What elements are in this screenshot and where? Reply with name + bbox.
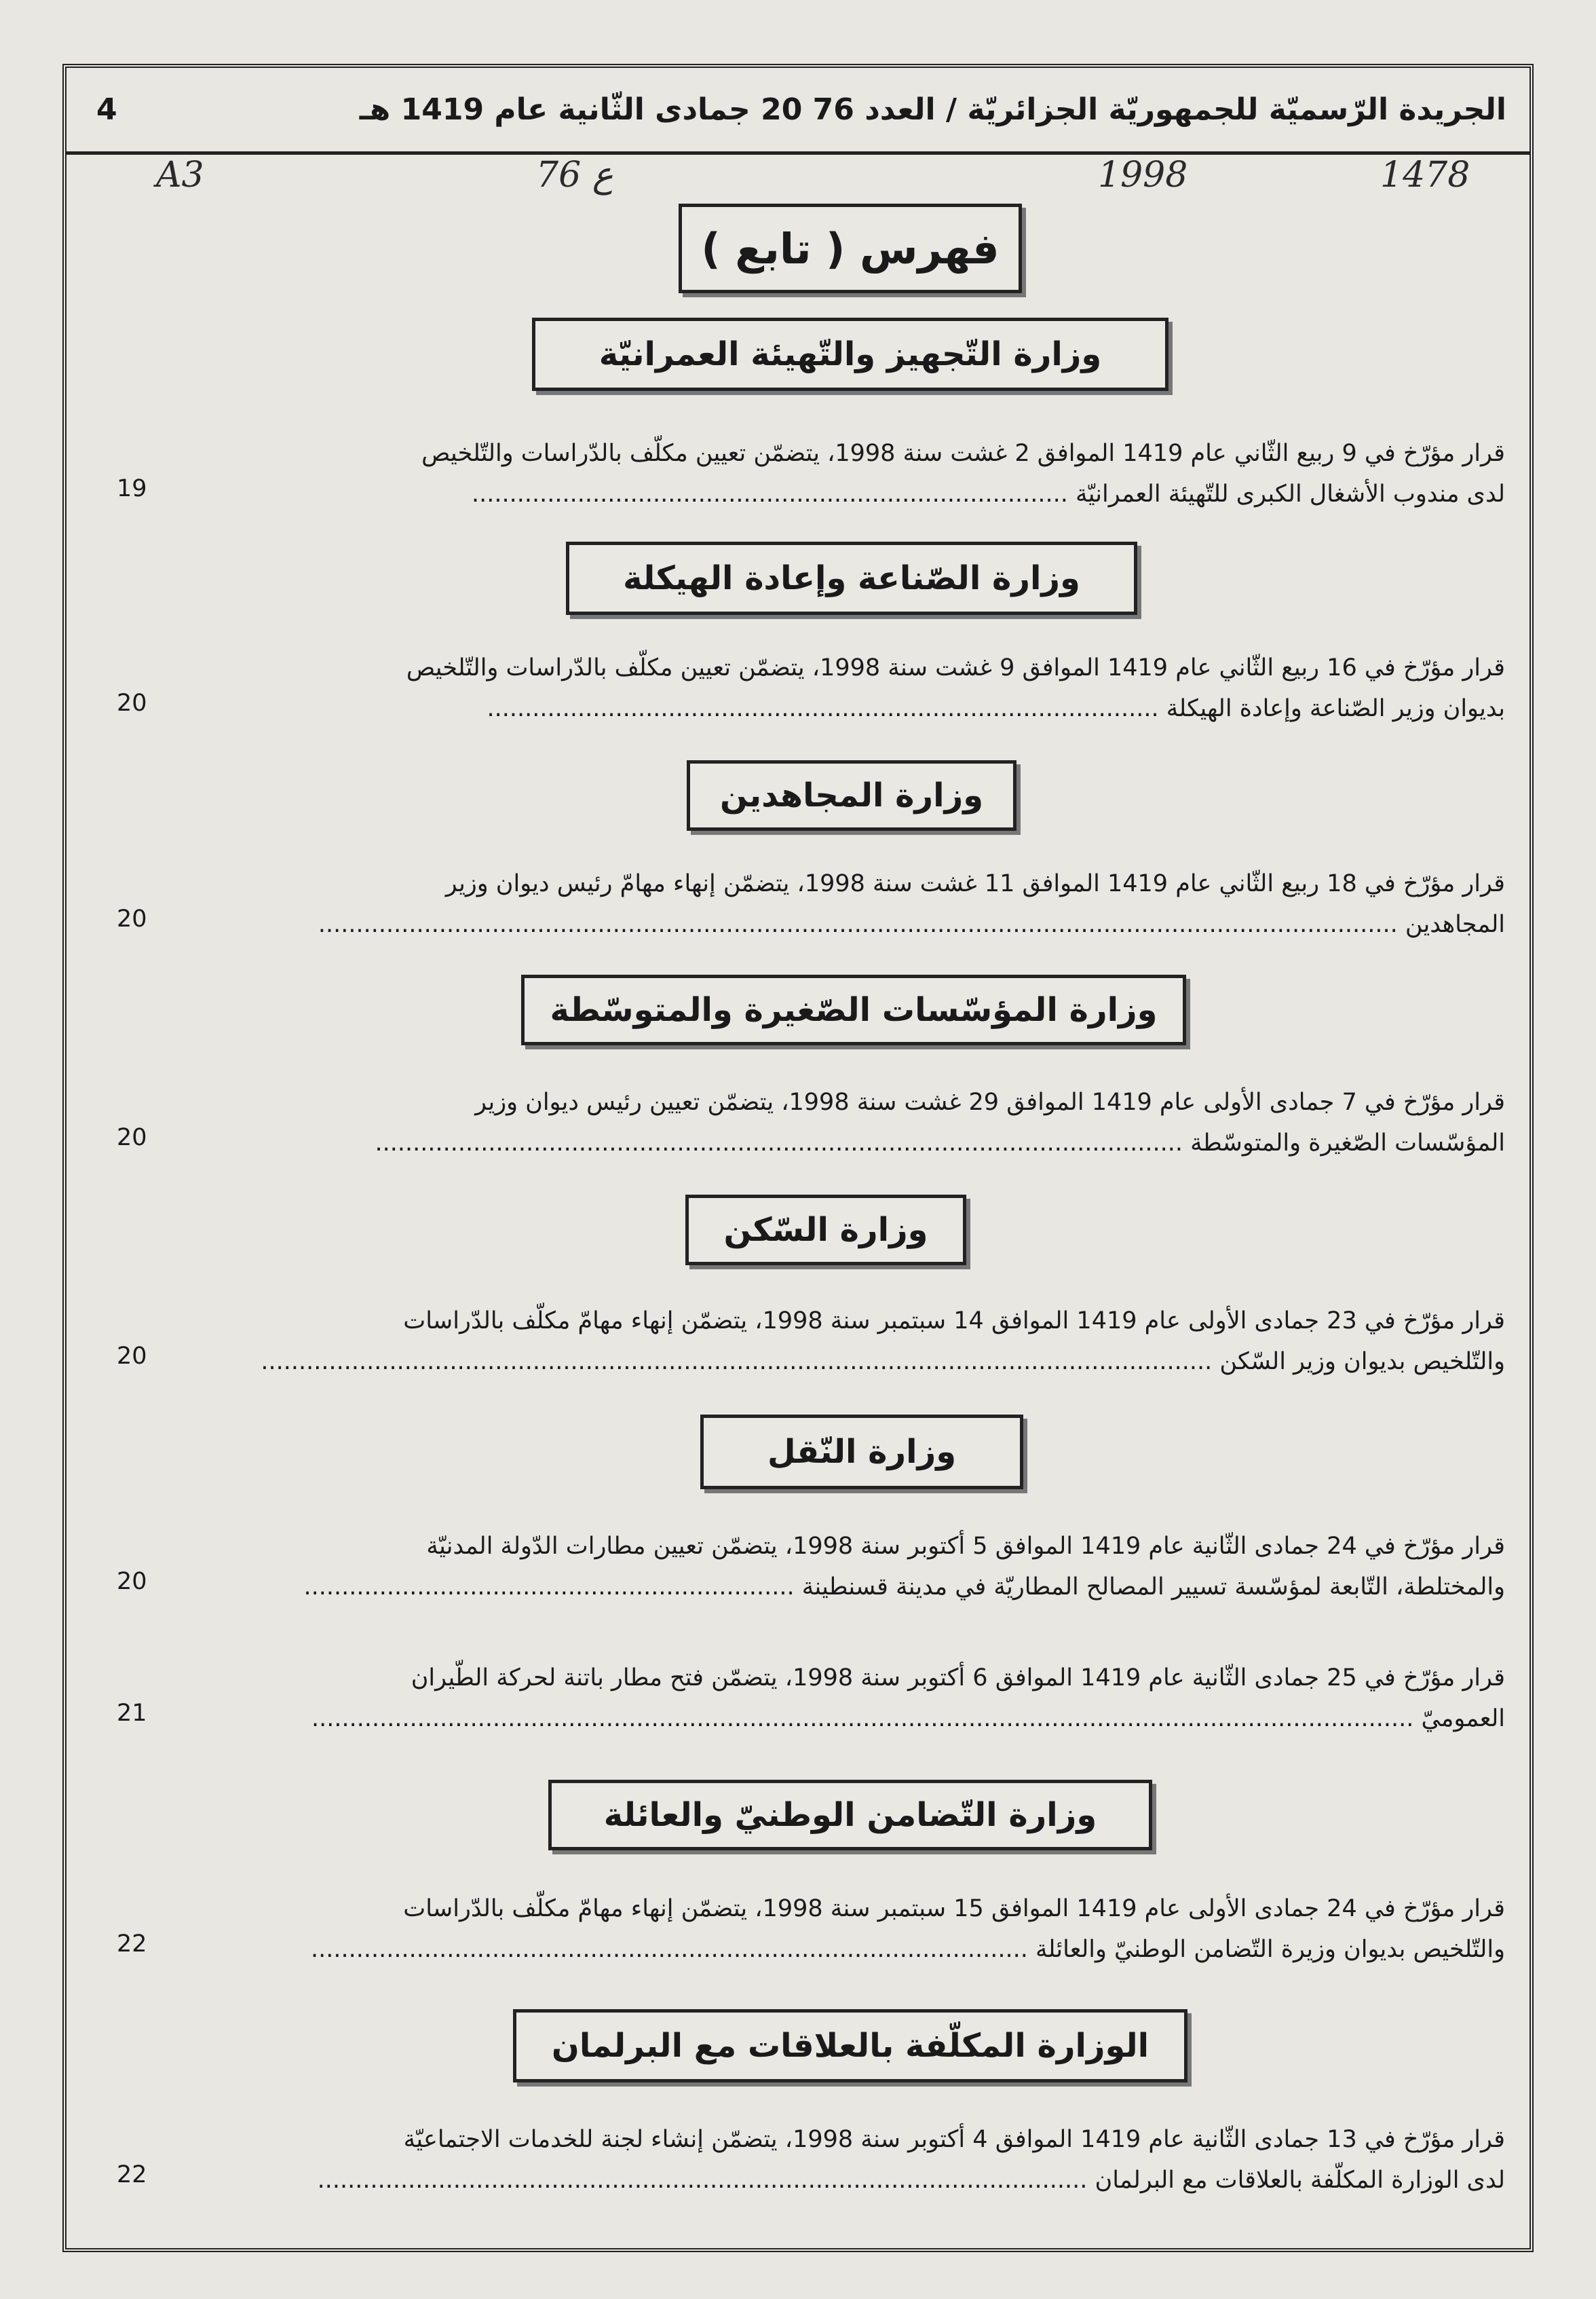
leader-dots: ............................................................................... — [471, 481, 1076, 508]
handwritten-note-a3: A3 — [156, 155, 204, 195]
entry-line-1: قرار مؤرّخ في 9 ربيع الثّاني عام 1419 الموافق 2 غشت سنة 1998، يتضمّن تعيين مكلّف بالدّراسات والتّلخيص — [421, 440, 1505, 467]
entry-line-2 — [187, 1341, 1505, 1382]
entry-line-2 — [187, 904, 1505, 945]
index-title: فهرس ( تابع ) — [679, 204, 1022, 293]
entry-line-2 — [187, 1567, 1505, 1607]
section-title-industry: وزارة الصّناعة وإعادة الهيكلة — [566, 542, 1137, 615]
index-entry — [187, 2119, 1505, 2201]
entry-line-1: قرار مؤرّخ في 7 جمادى الأولى عام 1419 الموافق 29 غشت سنة 1998، يتضمّن تعيين رئيس ديوان وزير — [475, 1089, 1505, 1116]
section-title-mujahideen: وزارة المجاهدين — [687, 760, 1016, 831]
entry-line-1: قرار مؤرّخ في 16 ربيع الثّاني عام 1419 الموافق 9 غشت سنة 1998، يتضمّن تعيين مكلّف بالدّراسات والتّلخيص — [406, 654, 1505, 681]
section-title-housing: وزارة السّكن — [685, 1195, 966, 1265]
index-entry — [187, 1301, 1505, 1382]
entry-line-2 — [187, 1123, 1505, 1163]
entry-line-2 — [187, 1929, 1505, 1970]
entry-line-1: قرار مؤرّخ في 18 ربيع الثّاني عام 1419 الموافق 11 غشت سنة 1998، يتضمّن إنهاء مهامّ رئيس ديوان وزير — [445, 870, 1505, 897]
entry-line-2-text: لدى الوزارة المكلّفة بالعلاقات مع البرلمان — [1095, 2167, 1505, 2194]
entry-page-number: 20 — [117, 905, 147, 933]
leader-dots: ................................................................. — [303, 1573, 802, 1601]
entry-page-number: 21 — [117, 1700, 147, 1727]
leader-dots: ........................................................................................................... — [375, 1129, 1191, 1157]
section-title-solidarity: وزارة التّضامن الوطنيّ والعائلة — [548, 1780, 1152, 1850]
section-title-transport: وزارة النّقل — [700, 1415, 1023, 1489]
section-title-equipment: وزارة التّجهيز والتّهيئة العمرانيّة — [532, 318, 1168, 391]
page-header — [66, 68, 1530, 155]
entry-line-2 — [187, 2160, 1505, 2201]
entry-page-number: 20 — [117, 690, 147, 717]
entry-line-2 — [187, 474, 1505, 515]
entry-line-2-text: المجاهدين — [1405, 911, 1505, 938]
index-entry — [187, 1526, 1505, 1607]
index-entry — [187, 1888, 1505, 1970]
entry-page-number: 20 — [117, 1343, 147, 1370]
entry-page-number: 22 — [117, 2161, 147, 2188]
entry-page-number: 19 — [117, 475, 147, 502]
handwritten-note-issue: 76 ع — [536, 155, 613, 195]
entry-page-number: 22 — [117, 1930, 147, 1958]
index-entry — [187, 1658, 1505, 1739]
entry-line-1: قرار مؤرّخ في 24 جمادى الثّانية عام 1419 الموافق 5 أكتوبر سنة 1998، يتضمّن تعيين مطارات الدّولة المدنيّة — [426, 1533, 1505, 1560]
handwritten-note-year: 1998 — [1098, 155, 1188, 195]
header-page-number: 4 — [96, 92, 117, 127]
entry-line-1: قرار مؤرّخ في 24 جمادى الأولى عام 1419 الموافق 15 سبتمبر سنة 1998، يتضمّن إنهاء مهامّ مكلّف بالدّراسات — [403, 1895, 1505, 1922]
index-entry — [187, 648, 1505, 729]
entry-line-1: قرار مؤرّخ في 25 جمادى الثّانية عام 1419 الموافق 6 أكتوبر سنة 1998، يتضمّن فتح مطار باتنة لحركة الطّيران — [411, 1664, 1505, 1691]
leader-dots: ............................................................................................................................................... — [318, 911, 1405, 938]
entry-line-2-text: بديوان وزير الصّناعة وإعادة الهيكلة — [1166, 695, 1505, 722]
entry-line-2-text: والتّلخيص بديوان وزيرة التّضامن الوطنيّ والعائلة — [1035, 1936, 1505, 1963]
index-entry — [187, 863, 1505, 945]
leader-dots: ............................................................................................... — [310, 1936, 1036, 1963]
entry-line-2 — [187, 688, 1505, 729]
index-entry — [187, 433, 1505, 515]
leader-dots: .................................................................................................................................................. — [311, 1705, 1422, 1732]
entry-line-2-text: والمختلطة، التّابعة لمؤسّسة تسيير المصالح المطاريّة في مدينة قسنطينة — [801, 1573, 1505, 1601]
entry-line-2-text: العموميّ — [1421, 1705, 1505, 1732]
entry-line-1: قرار مؤرّخ في 23 جمادى الأولى عام 1419 الموافق 14 سبتمبر سنة 1998، يتضمّن إنهاء مهامّ مكلّف بالدّراسات — [403, 1307, 1505, 1334]
leader-dots: .............................................................................................................................. — [261, 1348, 1220, 1375]
entry-line-2-text: لدى مندوب الأشغال الكبرى للتّهيئة العمرانيّة — [1075, 481, 1505, 508]
handwritten-note-number: 1478 — [1380, 155, 1470, 195]
entry-line-2 — [187, 1698, 1505, 1739]
entry-page-number: 20 — [117, 1124, 147, 1151]
leader-dots: ...................................................................................................... — [317, 2167, 1095, 2194]
entry-line-1: قرار مؤرّخ في 13 جمادى الثّانية عام 1419 الموافق 4 أكتوبر سنة 1998، يتضمّن إنشاء لجنة للخدمات الاجتماعيّة — [403, 2126, 1505, 2153]
entry-line-2-text: المؤسّسات الصّغيرة والمتوسّطة — [1190, 1129, 1505, 1157]
index-entry — [187, 1082, 1505, 1163]
entry-page-number: 20 — [117, 1568, 147, 1595]
leader-dots: ......................................................................................... — [487, 695, 1166, 722]
entry-line-2-text: والتّلخيص بديوان وزير السّكن — [1219, 1348, 1505, 1375]
section-title-sme: وزارة المؤسّسات الصّغيرة والمتوسّطة — [521, 975, 1186, 1045]
journal-title: الجريدة الرّسميّة للجمهوريّة الجزائريّة / العدد 76 20 جمادى الثّانية عام 1419 هـ — [359, 92, 1506, 127]
section-title-parliament: الوزارة المكلّفة بالعلاقات مع البرلمان — [513, 2009, 1188, 2082]
